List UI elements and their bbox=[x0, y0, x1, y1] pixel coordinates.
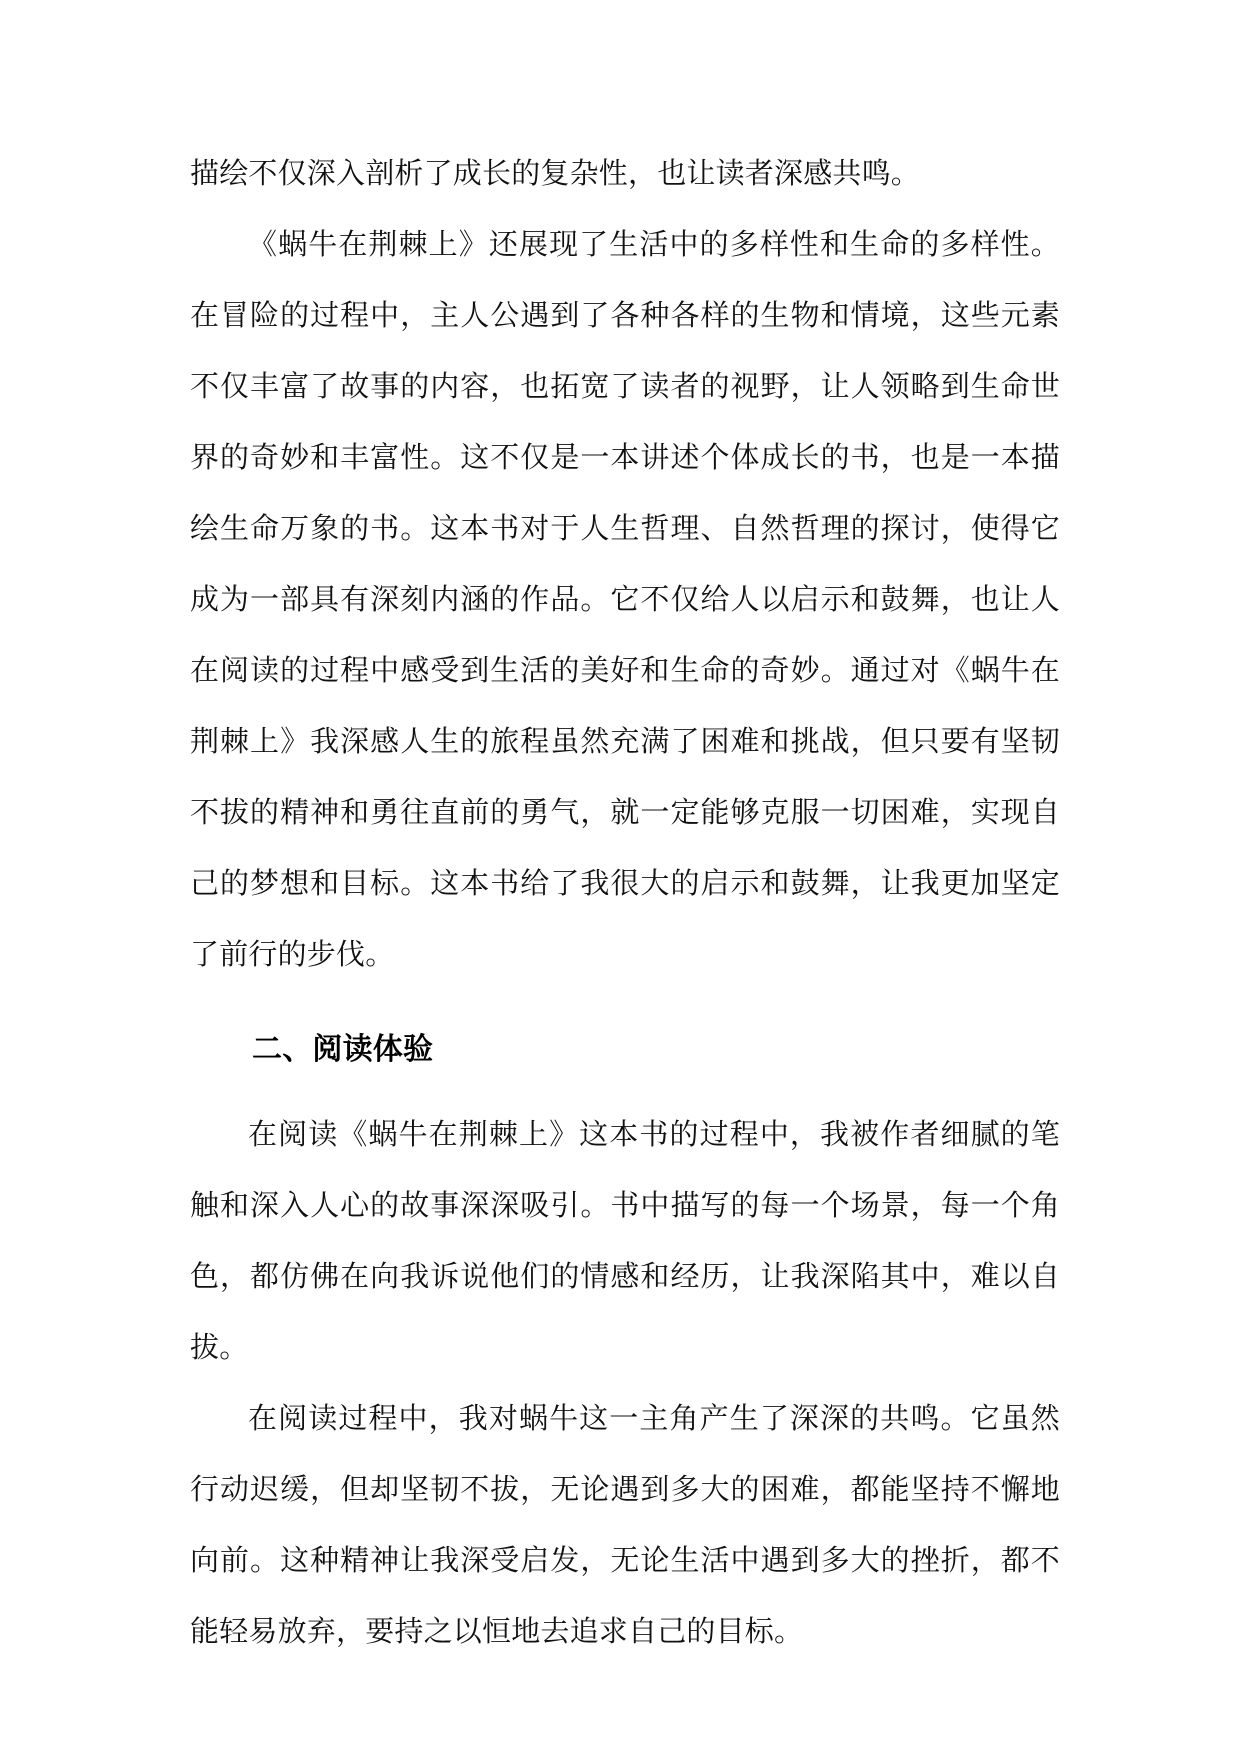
section-heading-reading-experience: 二、阅读体验 bbox=[252, 1032, 434, 1067]
paragraph-reading-intro: 在阅读《蜗牛在荆棘上》这本书的过程中，我被作者细腻的笔触和深入人心的故事深深吸引。书中描写的每一个场景，每一个角色，都仿佛在向我诉说他们的情感和经历，让我深陷其中，难以自拔。 bbox=[190, 1117, 1060, 1364]
paragraph-diversity-of-life: 《蜗牛在荆棘上》还展现了生活中的多样性和生命的多样性。在冒险的过程中，主人公遇到了各种各样的生物和情境，这些元素不仅丰富了故事的内容，也拓宽了读者的视野，让人领略到生命世界的奇妙和丰富性。这不仅是一本讲述个体成长的书，也是一本描绘生命万象的书。这本书对于人生哲理、自然哲理的探讨，使得它成为一部具有深刻内涵的作品。它不仅给人以启示和鼓舞，也让人在阅读的过程中感受到生活的美好和生命的奇妙。通过对《蜗牛在荆棘上》我深感人生的旅程虽然充满了困难和挑战，但只要有坚韧不拔的精神和勇往直前的勇气，就一定能够克服一切困难，实现自己的梦想和目标。这本书给了我很大的启示和鼓舞，让我更加坚定了前行的步伐。 bbox=[190, 227, 1060, 971]
paragraph-snail-resonance: 在阅读过程中，我对蜗牛这一主角产生了深深的共鸣。它虽然行动迟缓，但却坚韧不拔，无论遇到多大的困难，都能坚持不懈地向前。这种精神让我深受启发，无论生活中遇到多大的挫折，都不能轻易放弃，要持之以恒地去追求自己的目标。 bbox=[190, 1401, 1060, 1648]
document-body bbox=[190, 138, 1060, 1667]
paragraph-continuation: 描绘不仅深入剖析了成长的复杂性，也让读者深感共鸣。 bbox=[190, 156, 921, 190]
